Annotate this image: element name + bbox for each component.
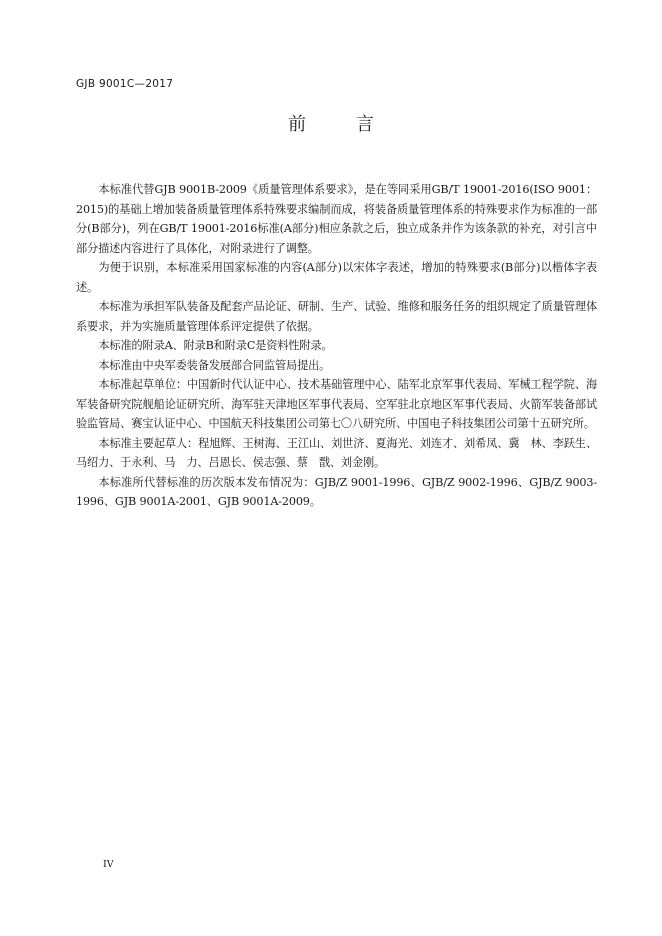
paragraph-proposer: 本标准由中央军委装备发展部合同监管局提出。 bbox=[98, 358, 331, 372]
paragraph-scope: 本标准为承担军队装备及配套产品论证、研制、生产、试验、维修和服务任务的组织规定了质量管理体系要求，并为实施质量管理体系评定提供了依据。 bbox=[76, 300, 597, 333]
page-title: 前 言 bbox=[288, 114, 396, 135]
paragraph-drafters: 本标准主要起草人：程旭辉、王树海、王江山、刘世济、夏海光、刘连才、刘希凤、冀 林、李跃生、马绍力、于永利、马 力、吕恩长、侯志强、蔡 戬、刘金刚。 bbox=[76, 436, 597, 469]
page-number: IV bbox=[103, 859, 114, 870]
standard-number: GJB 9001C—2017 bbox=[76, 78, 174, 90]
paragraph-annexes: 本标准的附录A、附录B和附录C是资料性附录。 bbox=[98, 339, 333, 352]
paragraph-replacement: 本标准代替GJB 9001B-2009《质量管理体系要求》，是在等同采用GB/T 19001-2016(ISO 9001：2015)的基础上增加装备质量管理体系特殊要求编制而成，将装备质量管理体系的特殊要求作为标准的一部分(B部分)，列在GB/T 19001-2016标准(A部分)相应条款之后，独立成条并作为该条款的补充，对引言中部分描述内容进行了具体化，对附录进行了调整。 bbox=[76, 183, 597, 255]
foreword-body bbox=[76, 180, 597, 512]
paragraph-font-convention: 为便于识别，本标准采用国家标准的内容(A部分)以宋体字表述，增加的特殊要求(B部分)以楷体字表述。 bbox=[76, 261, 597, 294]
paragraph-previous-editions: 本标准所代替标准的历次版本发布情况为：GJB/Z 9001-1996、GJB/Z 9002-1996、GJB/Z 9003-1996、GJB 9001A-2001、GJB 9001A-2009。 bbox=[76, 475, 597, 508]
paragraph-drafting-units: 本标准起草单位：中国新时代认证中心、技术基础管理中心、陆军北京军事代表局、军械工程学院、海军装备研究院舰船论证研究所、海军驻天津地区军事代表局、空军驻北京地区军事代表局、火箭军装备部试验监管局、赛宝认证中心、中国航天科技集团公司第七〇八研究所、中国电子科技集团公司第十五研究所。 bbox=[76, 378, 597, 430]
